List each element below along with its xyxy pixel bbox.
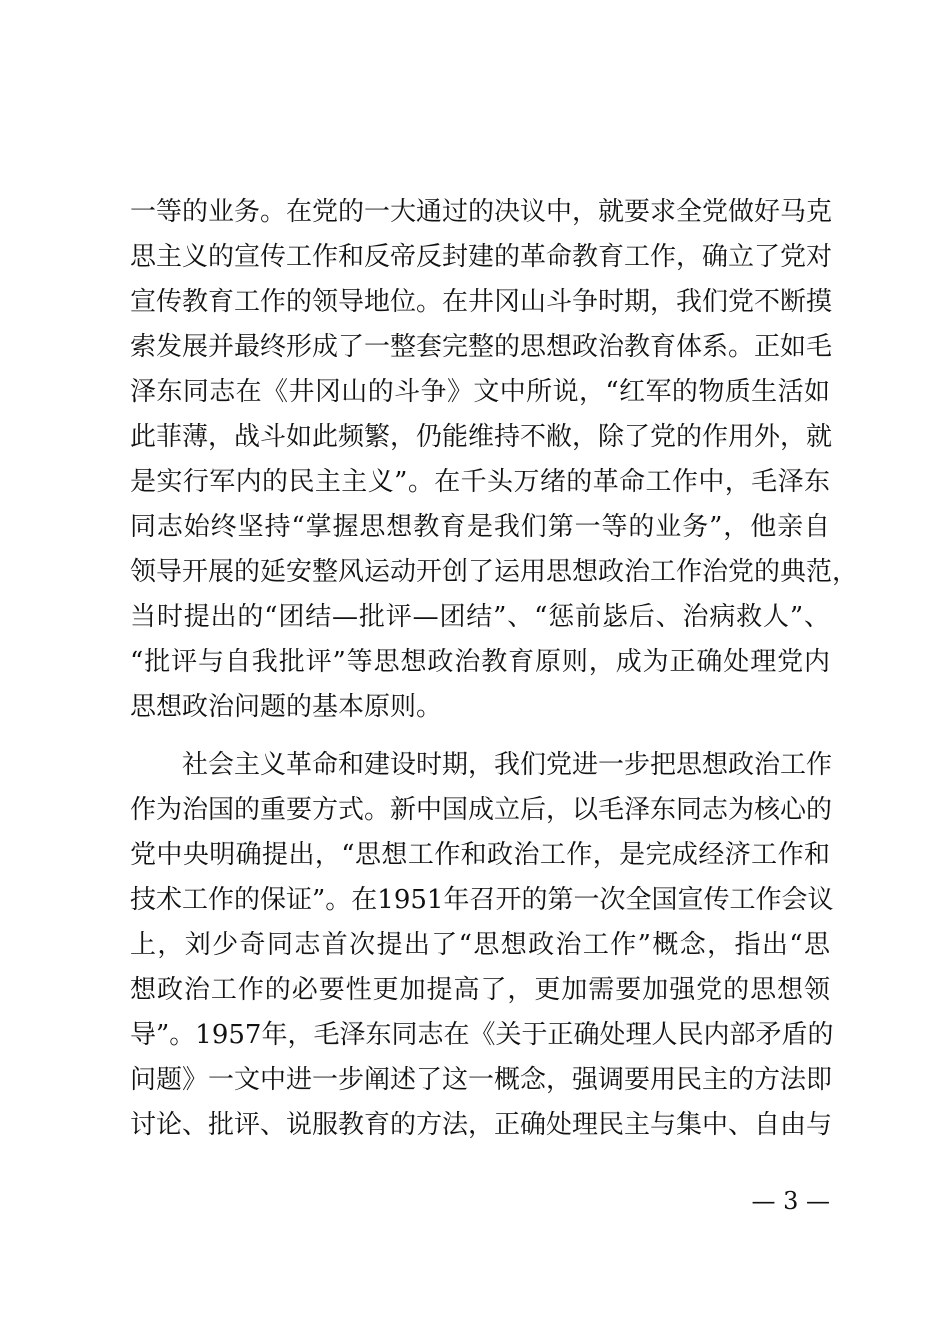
text-line: 导”。1957年，毛泽东同志在《关于正确处理人民内部矛盾的 xyxy=(130,1020,834,1050)
text-line: 当时提出的“团结—批评—团结”、“惩前毖后、治病救人”、 xyxy=(130,602,830,632)
text-line: “批评与自我批评”等思想政治教育原则，成为正确处理党内 xyxy=(130,647,830,677)
text-line: 同志始终坚持“掌握思想教育是我们第一等的业务”，他亲自 xyxy=(130,512,830,542)
text-line: 想政治工作的必要性更加提高了，更加需要加强党的思想领 xyxy=(130,975,830,1005)
text-line: 泽东同志在《井冈山的斗争》文中所说，“红军的物质生活如 xyxy=(130,377,830,407)
text-line: 党中央明确提出，“思想工作和政治工作，是完成经济工作和 xyxy=(130,840,830,870)
text-line: 社会主义革命和建设时期，我们党进一步把思想政治工作 xyxy=(182,750,833,780)
text-line: 是实行军内的民主主义”。在千头万绪的革命工作中，毛泽东 xyxy=(130,467,830,497)
text-line: 思想政治问题的基本原则。 xyxy=(130,692,443,722)
text-line: 技术工作的保证”。在1951年召开的第一次全国宣传工作会议 xyxy=(130,885,834,915)
page-number: — 3 — xyxy=(751,1187,830,1215)
text-line: 此菲薄，战斗如此频繁，仍能维持不敝，除了党的作用外，就 xyxy=(130,422,833,452)
text-line: 索发展并最终形成了一整套完整的思想政治教育体系。正如毛 xyxy=(130,332,833,362)
text-line: 领导开展的延安整风运动开创了运用思想政治工作治党的典范， xyxy=(130,557,859,587)
text-line: 一等的业务。在党的一大通过的决议中，就要求全党做好马克 xyxy=(130,197,833,227)
text-line: 问题》一文中进一步阐述了这一概念，强调要用民主的方法即 xyxy=(130,1065,833,1095)
text-line: 上，刘少奇同志首次提出了“思想政治工作”概念，指出“思 xyxy=(130,930,830,960)
text-line: 作为治国的重要方式。新中国成立后，以毛泽东同志为核心的 xyxy=(130,795,833,825)
text-line: 宣传教育工作的领导地位。在井冈山斗争时期，我们党不断摸 xyxy=(130,287,833,317)
text-line: 讨论、批评、说服教育的方法，正确处理民主与集中、自由与 xyxy=(130,1110,833,1140)
text-line: 思主义的宣传工作和反帝反封建的革命教育工作，确立了党对 xyxy=(130,242,833,272)
